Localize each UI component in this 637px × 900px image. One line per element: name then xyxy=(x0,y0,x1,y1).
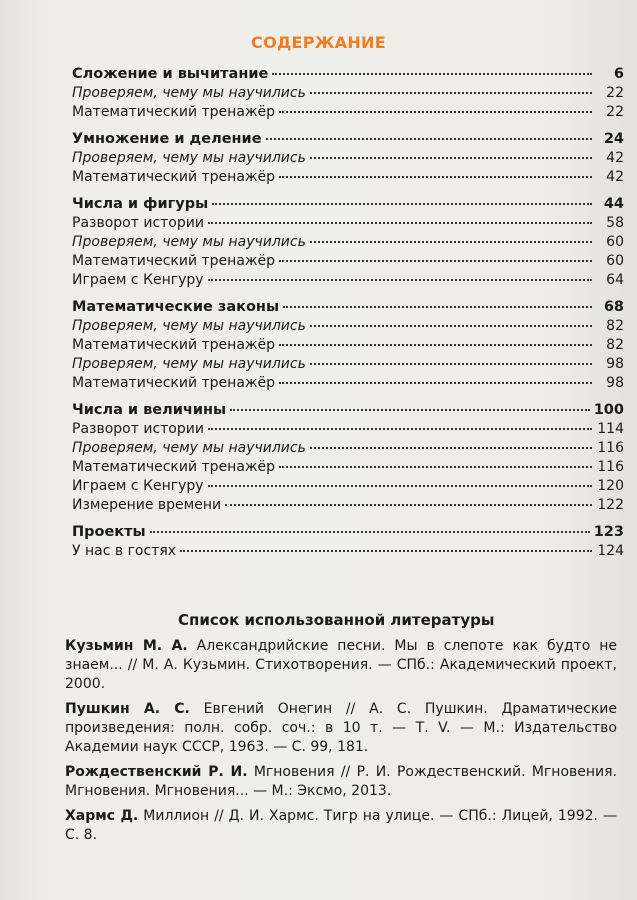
dot-leader xyxy=(208,222,592,224)
toc-entry-label: Проверяем, чему мы научились xyxy=(72,234,306,250)
toc-entry-label: Разворот истории xyxy=(72,421,204,437)
toc-entry-label: У нас в гостях xyxy=(72,543,177,559)
toc-entry-label: Сложение и вычитание xyxy=(72,66,269,82)
toc-entry-label: Числа и величины xyxy=(72,402,227,418)
references-list xyxy=(65,637,617,851)
toc-page-number: 44 xyxy=(603,196,624,212)
dot-leader xyxy=(310,92,592,94)
toc-section xyxy=(72,131,624,188)
dot-leader xyxy=(272,73,592,75)
toc-entry-label: Математический тренажёр xyxy=(72,169,276,185)
toc-entry-label: Математический тренажёр xyxy=(72,337,276,353)
toc-section xyxy=(72,299,624,394)
toc-page-number: 42 xyxy=(606,169,624,185)
dot-leader xyxy=(283,306,592,308)
dot-leader xyxy=(279,260,592,262)
dot-leader xyxy=(279,344,592,346)
reference-entry xyxy=(65,637,617,694)
toc-entry[interactable] xyxy=(72,356,624,375)
toc-entry[interactable] xyxy=(72,215,624,234)
toc-page-number: 22 xyxy=(606,85,624,101)
toc-section xyxy=(72,66,624,123)
toc-section xyxy=(72,196,624,291)
toc-entry-label: Проверяем, чему мы научились xyxy=(72,150,306,166)
dot-leader xyxy=(208,428,592,430)
dot-leader xyxy=(180,550,592,552)
toc-entry-label: Играем с Кенгуру xyxy=(72,272,204,288)
toc-entry-label: Математический тренажёр xyxy=(72,459,276,475)
references-title: Список использованной литературы xyxy=(178,611,495,629)
table-of-contents xyxy=(72,66,624,570)
toc-page-number: 100 xyxy=(593,402,624,418)
toc-page-number: 24 xyxy=(603,131,624,147)
toc-entry-label: Проверяем, чему мы научились xyxy=(72,440,306,456)
toc-entry-label: Проверяем, чему мы научились xyxy=(72,85,306,101)
toc-section-heading[interactable] xyxy=(72,299,624,318)
reference-entry xyxy=(65,807,617,845)
toc-page-number: 120 xyxy=(597,478,624,494)
toc-section-heading[interactable] xyxy=(72,524,624,543)
toc-entry[interactable] xyxy=(72,459,624,478)
toc-page-number: 123 xyxy=(593,524,624,540)
dot-leader xyxy=(279,111,592,113)
reference-author: Хармс Д. xyxy=(65,808,139,824)
toc-page-number: 114 xyxy=(597,421,624,437)
toc-entry[interactable] xyxy=(72,421,624,440)
dot-leader xyxy=(310,363,592,365)
dot-leader xyxy=(310,325,592,327)
reference-author: Рождественский Р. И. xyxy=(65,764,248,780)
toc-entry[interactable] xyxy=(72,150,624,169)
toc-page-number: 60 xyxy=(606,253,624,269)
toc-section-heading[interactable] xyxy=(72,402,624,421)
toc-page-number: 60 xyxy=(606,234,624,250)
dot-leader xyxy=(310,157,592,159)
reference-text: Мгновения // Р. И. Рождественский. Мгновения. Мгновения. Мгновения... — М.: Эксмо, 2013. xyxy=(65,764,617,799)
reference-text: Александрийские песни. Мы в слепоте как будто не знаем... // М. А. Кузьмин. Стихотворения. — СПб.: Академический проект, 2000. xyxy=(65,638,618,692)
toc-entry-label: Математический тренажёр xyxy=(72,375,276,391)
toc-page-number: 22 xyxy=(606,104,624,120)
dot-leader xyxy=(212,203,592,205)
toc-section-heading[interactable] xyxy=(72,196,624,215)
reference-author: Кузьмин М. А. xyxy=(65,638,188,654)
reference-entry xyxy=(65,763,617,801)
toc-entry-label: Умножение и деление xyxy=(72,131,262,147)
toc-page-number: 82 xyxy=(606,318,624,334)
toc-entry[interactable] xyxy=(72,375,624,394)
toc-section xyxy=(72,402,624,516)
toc-page-number: 122 xyxy=(597,497,624,513)
toc-section xyxy=(72,524,624,562)
toc-entry-label: Разворот истории xyxy=(72,215,204,231)
toc-entry-label: Проверяем, чему мы научились xyxy=(72,318,306,334)
toc-entry-label: Математический тренажёр xyxy=(72,253,276,269)
toc-entry-label: Играем с Кенгуру xyxy=(72,478,204,494)
toc-entry[interactable] xyxy=(72,85,624,104)
toc-entry-label: Математический тренажёр xyxy=(72,104,276,120)
dot-leader xyxy=(225,504,592,506)
toc-page-number: 68 xyxy=(603,299,624,315)
toc-section-heading[interactable] xyxy=(72,131,624,150)
toc-entry[interactable] xyxy=(72,318,624,337)
toc-section-heading[interactable] xyxy=(72,66,624,85)
toc-entry[interactable] xyxy=(72,478,624,497)
toc-page-number: 6 xyxy=(613,66,624,82)
reference-entry xyxy=(65,700,617,757)
reference-text: Миллион // Д. И. Хармс. Тигр на улице. — СПб.: Лицей, 1992. — С. 8. xyxy=(65,808,618,843)
toc-entry-label: Проекты xyxy=(72,524,146,540)
toc-entry-label: Числа и фигуры xyxy=(72,196,209,212)
dot-leader xyxy=(208,485,592,487)
dot-leader xyxy=(310,241,592,243)
toc-page-number: 58 xyxy=(606,215,624,231)
toc-page-number: 116 xyxy=(597,459,624,475)
toc-title: СОДЕРЖАНИЕ xyxy=(251,33,386,52)
toc-page-number: 82 xyxy=(606,337,624,353)
toc-entry-label: Измерение времени xyxy=(72,497,222,513)
toc-entry[interactable] xyxy=(72,234,624,253)
toc-entry[interactable] xyxy=(72,104,624,123)
dot-leader xyxy=(279,176,592,178)
toc-entry[interactable] xyxy=(72,272,624,291)
toc-page-number: 98 xyxy=(606,356,624,372)
toc-entry-label: Математические законы xyxy=(72,299,280,315)
toc-entry[interactable] xyxy=(72,337,624,356)
dot-leader xyxy=(310,447,592,449)
dot-leader xyxy=(230,409,590,411)
dot-leader xyxy=(279,466,592,468)
toc-entry[interactable] xyxy=(72,543,624,562)
toc-page-number: 124 xyxy=(597,543,624,559)
toc-entry[interactable] xyxy=(72,440,624,459)
toc-entry[interactable] xyxy=(72,497,624,516)
toc-page-number: 116 xyxy=(597,440,624,456)
reference-author: Пушкин А. С. xyxy=(65,701,190,717)
reference-text: Евгений Онегин // А. С. Пушкин. Драматические произведения: полн. собр. соч.: в 10 т. — Т. V. — М.: Издательство Академии наук СССР, 1963. — С. 99, 181. xyxy=(65,701,617,755)
toc-page-number: 98 xyxy=(606,375,624,391)
toc-entry[interactable] xyxy=(72,169,624,188)
toc-entry[interactable] xyxy=(72,253,624,272)
dot-leader xyxy=(150,531,590,533)
dot-leader xyxy=(279,382,592,384)
dot-leader xyxy=(208,279,592,281)
toc-page-number: 42 xyxy=(606,150,624,166)
toc-entry-label: Проверяем, чему мы научились xyxy=(72,356,306,372)
toc-page-number: 64 xyxy=(606,272,624,288)
dot-leader xyxy=(266,138,592,140)
